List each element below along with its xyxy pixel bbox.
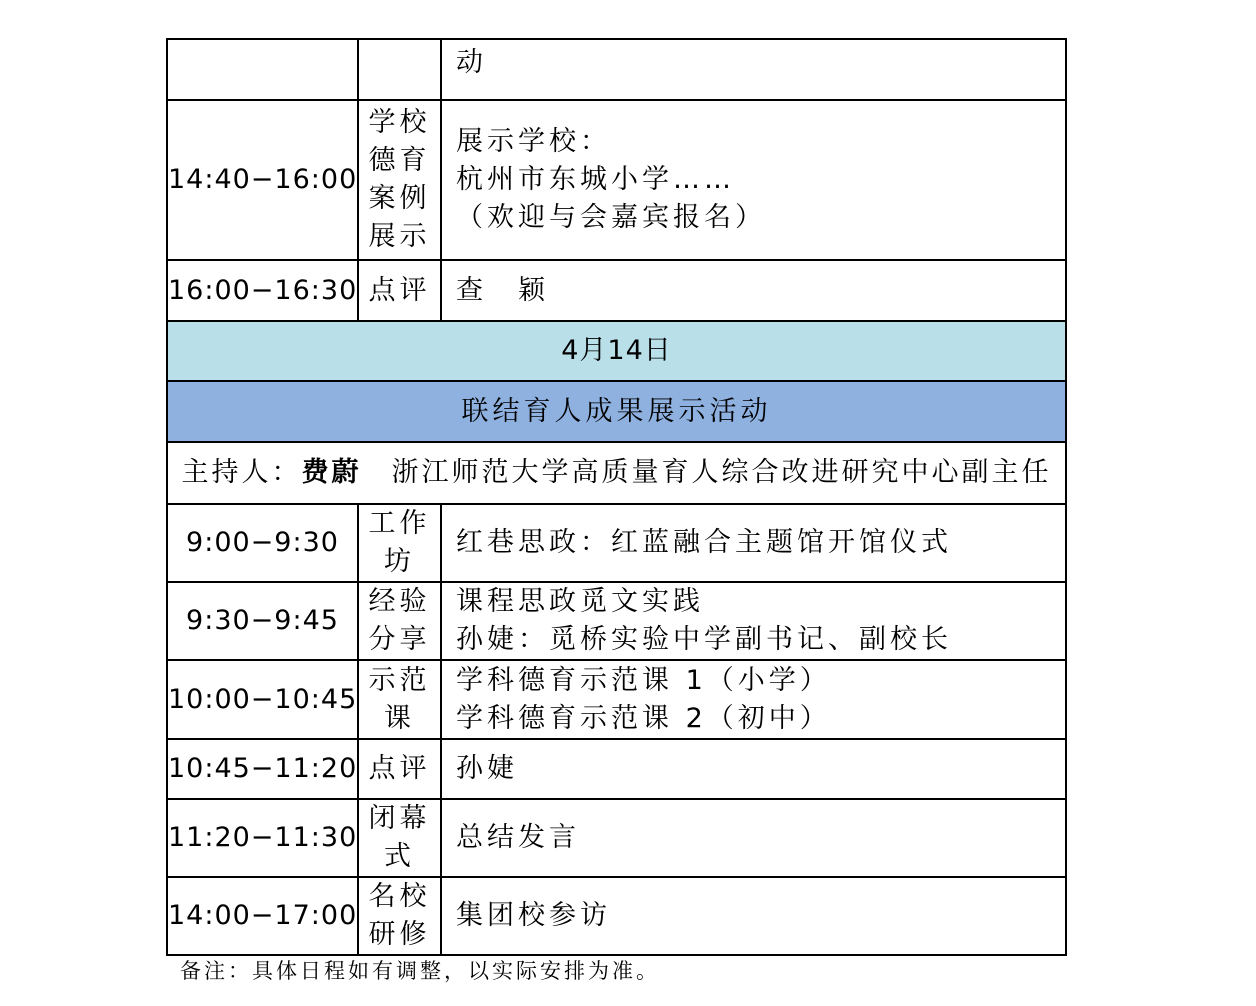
desc-line: 红巷思政：红蓝融合主题馆开馆仪式 [456, 527, 952, 558]
schedule-table [166, 38, 1067, 956]
type-line: 案例 [368, 183, 431, 214]
table-row [167, 100, 1066, 260]
type-line: 示范 [368, 664, 431, 696]
desc-cell [441, 504, 1066, 582]
time-cell [167, 39, 358, 100]
type-line: 点评 [368, 274, 431, 306]
desc-line: 查 颖 [456, 274, 549, 306]
type-line: 坊 [384, 546, 415, 577]
section-header-row [167, 381, 1066, 442]
desc-line: 孙婕：觅桥实验中学副书记、副校长 [456, 624, 952, 655]
desc-cell [441, 877, 1066, 955]
time-cell: 9:00−9:30 [167, 504, 358, 582]
table-row [167, 504, 1066, 582]
type-cell [358, 739, 441, 799]
table-row [167, 877, 1066, 955]
desc-line: 总结发言 [456, 822, 580, 853]
host-row [167, 442, 1066, 504]
desc-cell [441, 739, 1066, 799]
host-cell [167, 442, 1066, 504]
host-prefix: 主持人： [181, 457, 302, 488]
type-line: 研修 [368, 919, 431, 950]
desc-line: 展示学校： [456, 126, 611, 157]
type-line: 经验 [368, 586, 431, 617]
table-row [167, 260, 1066, 321]
type-line: 分享 [368, 624, 431, 655]
desc-cell [441, 39, 1066, 100]
type-line: 德育 [368, 145, 431, 176]
table-row [167, 39, 1066, 100]
type-cell [358, 504, 441, 582]
desc-cell [441, 660, 1066, 739]
table-row [167, 799, 1066, 877]
type-cell [358, 799, 441, 877]
desc-line: 学科德育示范课 1（小学） [456, 664, 831, 696]
host-title: 浙江师范大学高质量育人综合改进研究中心副主任 [391, 457, 1052, 488]
time-cell: 11:20−11:30 [167, 799, 358, 877]
type-line: 名校 [368, 881, 431, 912]
type-cell [358, 877, 441, 955]
type-line: 展示 [368, 221, 431, 252]
desc-line: 孙婕 [456, 753, 518, 784]
type-line: 式 [384, 841, 415, 872]
table-row [167, 739, 1066, 799]
desc-cell [441, 582, 1066, 660]
type-cell [358, 660, 441, 739]
type-line: 学校 [368, 107, 431, 138]
desc-line: （欢迎与会嘉宾报名） [456, 202, 766, 233]
type-cell [358, 39, 441, 100]
time-cell: 14:40−16:00 [167, 100, 358, 260]
time-cell: 10:45−11:20 [167, 739, 358, 799]
desc-line: 杭州市东城小学…… [456, 164, 735, 195]
desc-line: 动 [456, 47, 487, 78]
type-cell [358, 100, 441, 260]
type-line: 工作 [368, 508, 431, 539]
time-cell: 16:00−16:30 [167, 260, 358, 321]
desc-line: 学科德育示范课 2（初中） [456, 702, 831, 734]
time-cell: 10:00−10:45 [167, 660, 358, 739]
section-title: 联结育人成果展示活动 [167, 381, 1066, 442]
date-header: 4月14日 [167, 321, 1066, 381]
type-cell [358, 582, 441, 660]
time-cell: 9:30−9:45 [167, 582, 358, 660]
type-line: 点评 [368, 753, 431, 784]
type-line: 课 [384, 702, 415, 734]
desc-cell [441, 799, 1066, 877]
desc-line: 课程思政觅文实践 [456, 586, 704, 617]
desc-cell [441, 260, 1066, 321]
desc-cell [441, 100, 1066, 260]
table-row [167, 660, 1066, 739]
type-cell [358, 260, 441, 321]
footnote: 备注：具体日程如有调整，以实际安排为准。 [180, 959, 660, 983]
desc-line: 集团校参访 [456, 900, 611, 931]
time-cell: 14:00−17:00 [167, 877, 358, 955]
date-header-row [167, 321, 1066, 381]
type-line: 闭幕 [368, 803, 431, 834]
host-name: 费蔚 [301, 457, 362, 488]
table-row [167, 582, 1066, 660]
